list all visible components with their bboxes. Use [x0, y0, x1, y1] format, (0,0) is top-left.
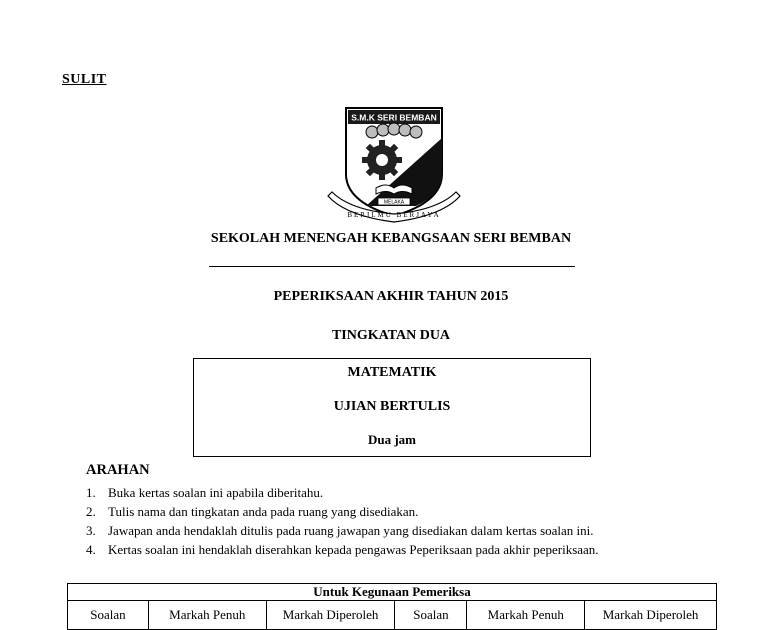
subject-name: MATEMATIK: [347, 365, 437, 380]
header-cell: Markah Diperoleh: [585, 601, 717, 630]
examiner-table-caption: Untuk Kegunaan Pemeriksa: [68, 584, 717, 601]
form-level: TINGKATAN DUA: [331, 328, 451, 343]
header-cell: Soalan: [395, 601, 467, 630]
crest-top-text: S.M.K SERI BEMBAN: [351, 112, 437, 123]
header-cell: Markah Penuh: [467, 601, 585, 630]
header-cell: Markah Penuh: [148, 601, 266, 630]
crest-banner-text: MELAKA: [383, 199, 405, 206]
classification-label: SULIT: [62, 72, 107, 87]
instructions-list: [86, 483, 736, 559]
instruction-item: 2. Tulis nama dan tingkatan anda pada ruang yang disediakan.: [86, 504, 419, 519]
crest-motto: BERILMU BERJAYA: [347, 211, 441, 219]
instruction-item: 4. Kertas soalan ini hendaklah diserahkan kepada pengawas Peperiksaan pada akhir peperiksaan.: [86, 542, 599, 557]
school-name: SEKOLAH MENENGAH KEBANGSAAN SERI BEMBAN: [210, 231, 572, 246]
subject-box: [193, 358, 591, 457]
paper-name: UJIAN BERTULIS: [333, 399, 451, 414]
school-crest-icon: [326, 104, 462, 226]
exam-duration: Dua jam: [367, 432, 417, 447]
title-divider: [209, 266, 575, 267]
exam-title: PEPERIKSAAN AKHIR TAHUN 2015: [273, 289, 509, 304]
header-cell: Markah Diperoleh: [266, 601, 395, 630]
instructions-title: ARAHAN: [86, 462, 150, 478]
header-cell: Soalan: [68, 601, 149, 630]
instruction-item: 3. Jawapan anda hendaklah ditulis pada ruang jawapan yang disediakan dalam kertas soalan ini.: [86, 523, 594, 538]
instruction-item: 1. Buka kertas soalan ini apabila diberitahu.: [86, 485, 324, 500]
table-row: [68, 601, 717, 630]
examiner-table: [67, 583, 717, 630]
